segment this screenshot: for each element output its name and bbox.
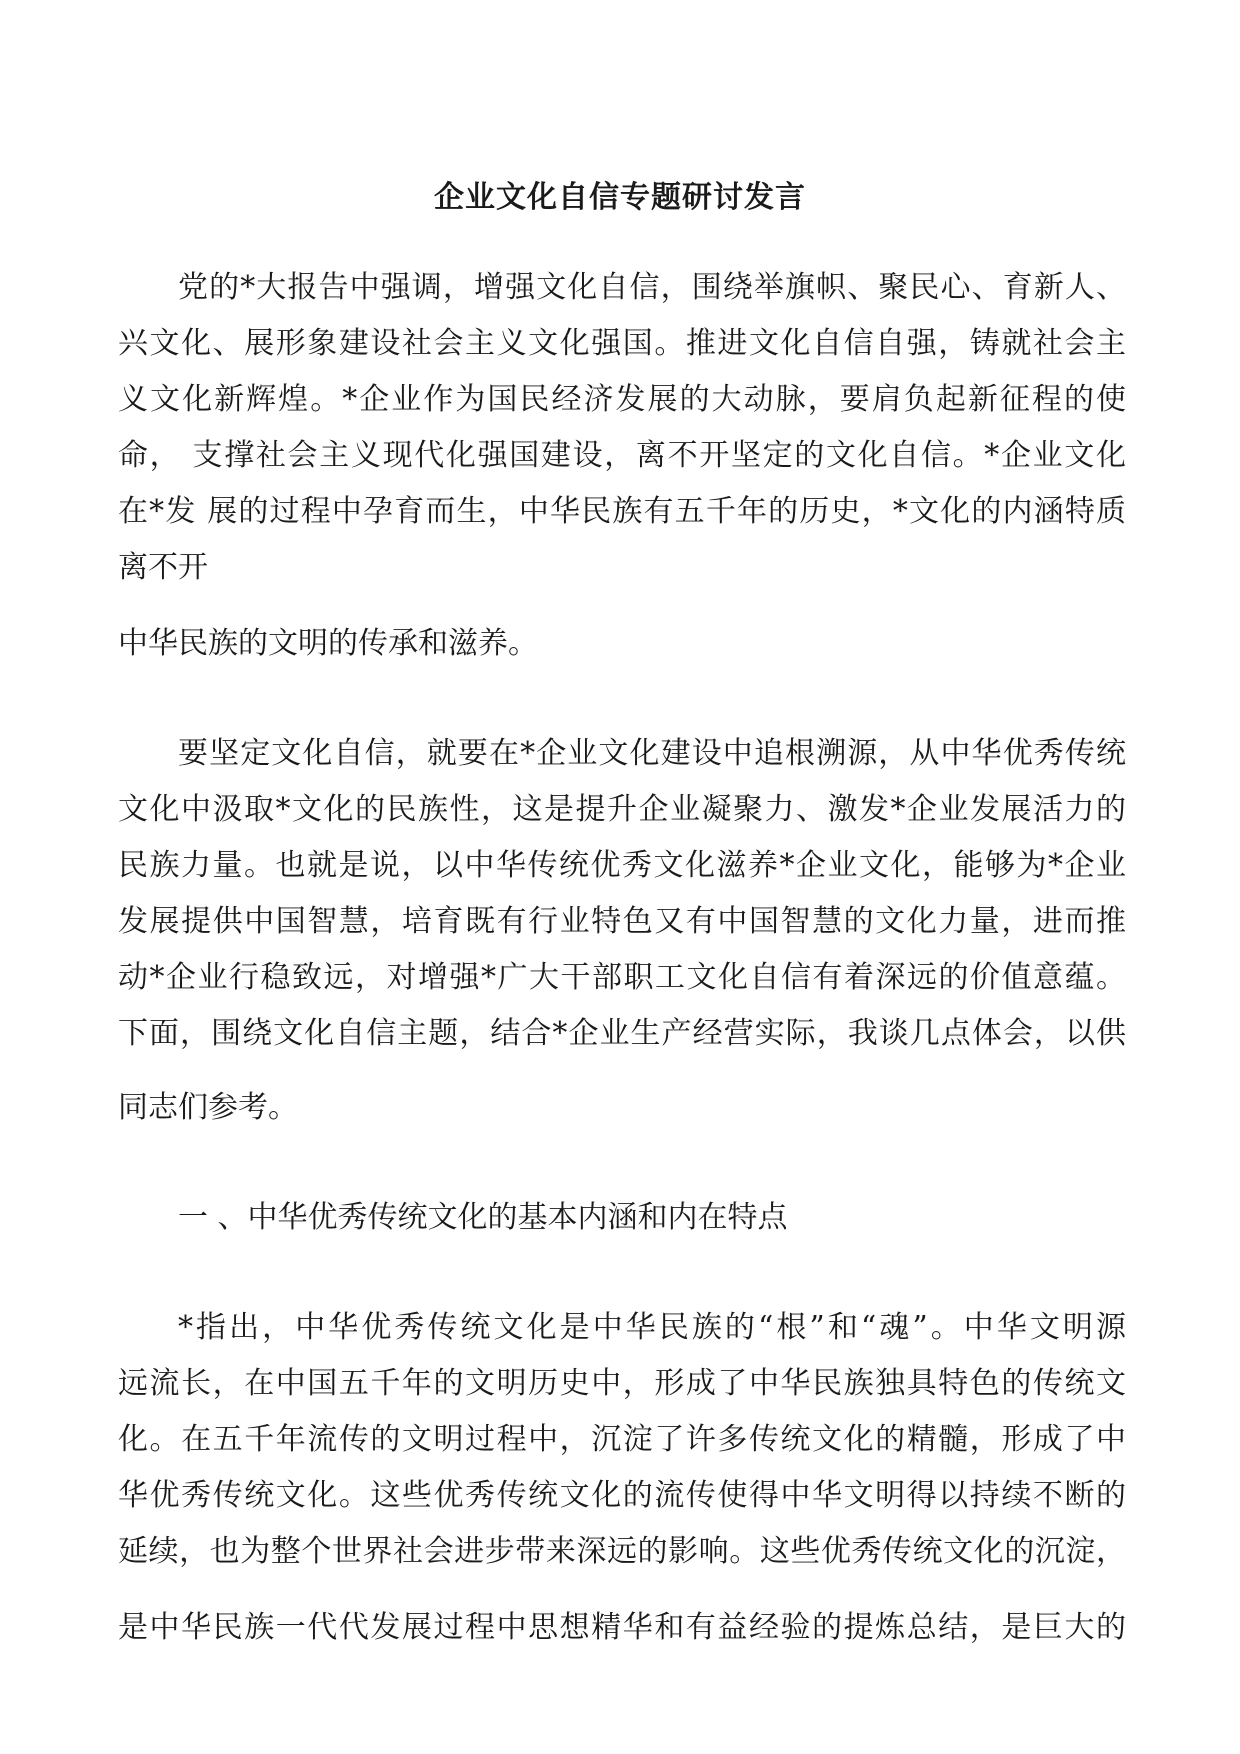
body-line: 要坚定文化自信，就要在*企业文化建设中追根溯源，从中华优秀传统	[178, 736, 1126, 771]
body-line: 离不开	[118, 550, 208, 585]
body-line: 是中华民族一代代发展过程中思想精华和有益经验的提炼总结，是巨大的	[118, 1610, 1126, 1645]
body-line: 同志们参考。	[118, 1090, 298, 1125]
body-line: 民族力量。也就是说，以中华传统优秀文化滋养*企业文化，能够为*企业	[118, 848, 1126, 883]
body-line: 在*发 展的过程中孕育而生，中华民族有五千年的历史，*文化的内涵特质	[118, 494, 1126, 529]
body-line: 下面，围绕文化自信主题，结合*企业生产经营实际，我谈几点体会，以供	[118, 1016, 1126, 1051]
body-line: 动*企业行稳致远，对增强*广大干部职工文化自信有着深远的价值意蕴。	[118, 960, 1126, 995]
body-line: 义文化新辉煌。*企业作为国民经济发展的大动脉，要肩负起新征程的使	[118, 382, 1126, 417]
document-title: 企业文化自信专题研讨发言	[434, 180, 806, 215]
body-line: *指出，中华优秀传统文化是中华民族的“根”和“魂”。中华文明源	[178, 1310, 1126, 1345]
body-line: 延续，也为整个世界社会进步带来深远的影响。这些优秀传统文化的沉淀，	[118, 1534, 1126, 1569]
body-line: 文化中汲取*文化的民族性，这是提升企业凝聚力、激发*企业发展活力的	[118, 792, 1126, 827]
body-line: 兴文化、展形象建设社会主义文化强国。推进文化自信自强，铸就社会主	[118, 326, 1126, 361]
body-line: 发展提供中国智慧，培育既有行业特色又有中国智慧的文化力量，进而推	[118, 904, 1126, 939]
body-line: 一 、中华优秀传统文化的基本内涵和内在特点	[178, 1200, 788, 1235]
body-line: 命， 支撑社会主义现代化强国建设，离不开坚定的文化自信。*企业文化	[118, 438, 1126, 473]
body-line: 化。在五千年流传的文明过程中，沉淀了许多传统文化的精髓，形成了中	[118, 1422, 1126, 1457]
body-line: 中华民族的文明的传承和滋养。	[118, 626, 538, 661]
body-line: 华优秀传统文化。这些优秀传统文化的流传使得中华文明得以持续不断的	[118, 1478, 1126, 1513]
body-line: 远流长，在中国五千年的文明历史中，形成了中华民族独具特色的传统文	[118, 1366, 1126, 1401]
body-line: 党的*大报告中强调，增强文化自信，围绕举旗帜、聚民心、育新人、	[178, 270, 1126, 305]
